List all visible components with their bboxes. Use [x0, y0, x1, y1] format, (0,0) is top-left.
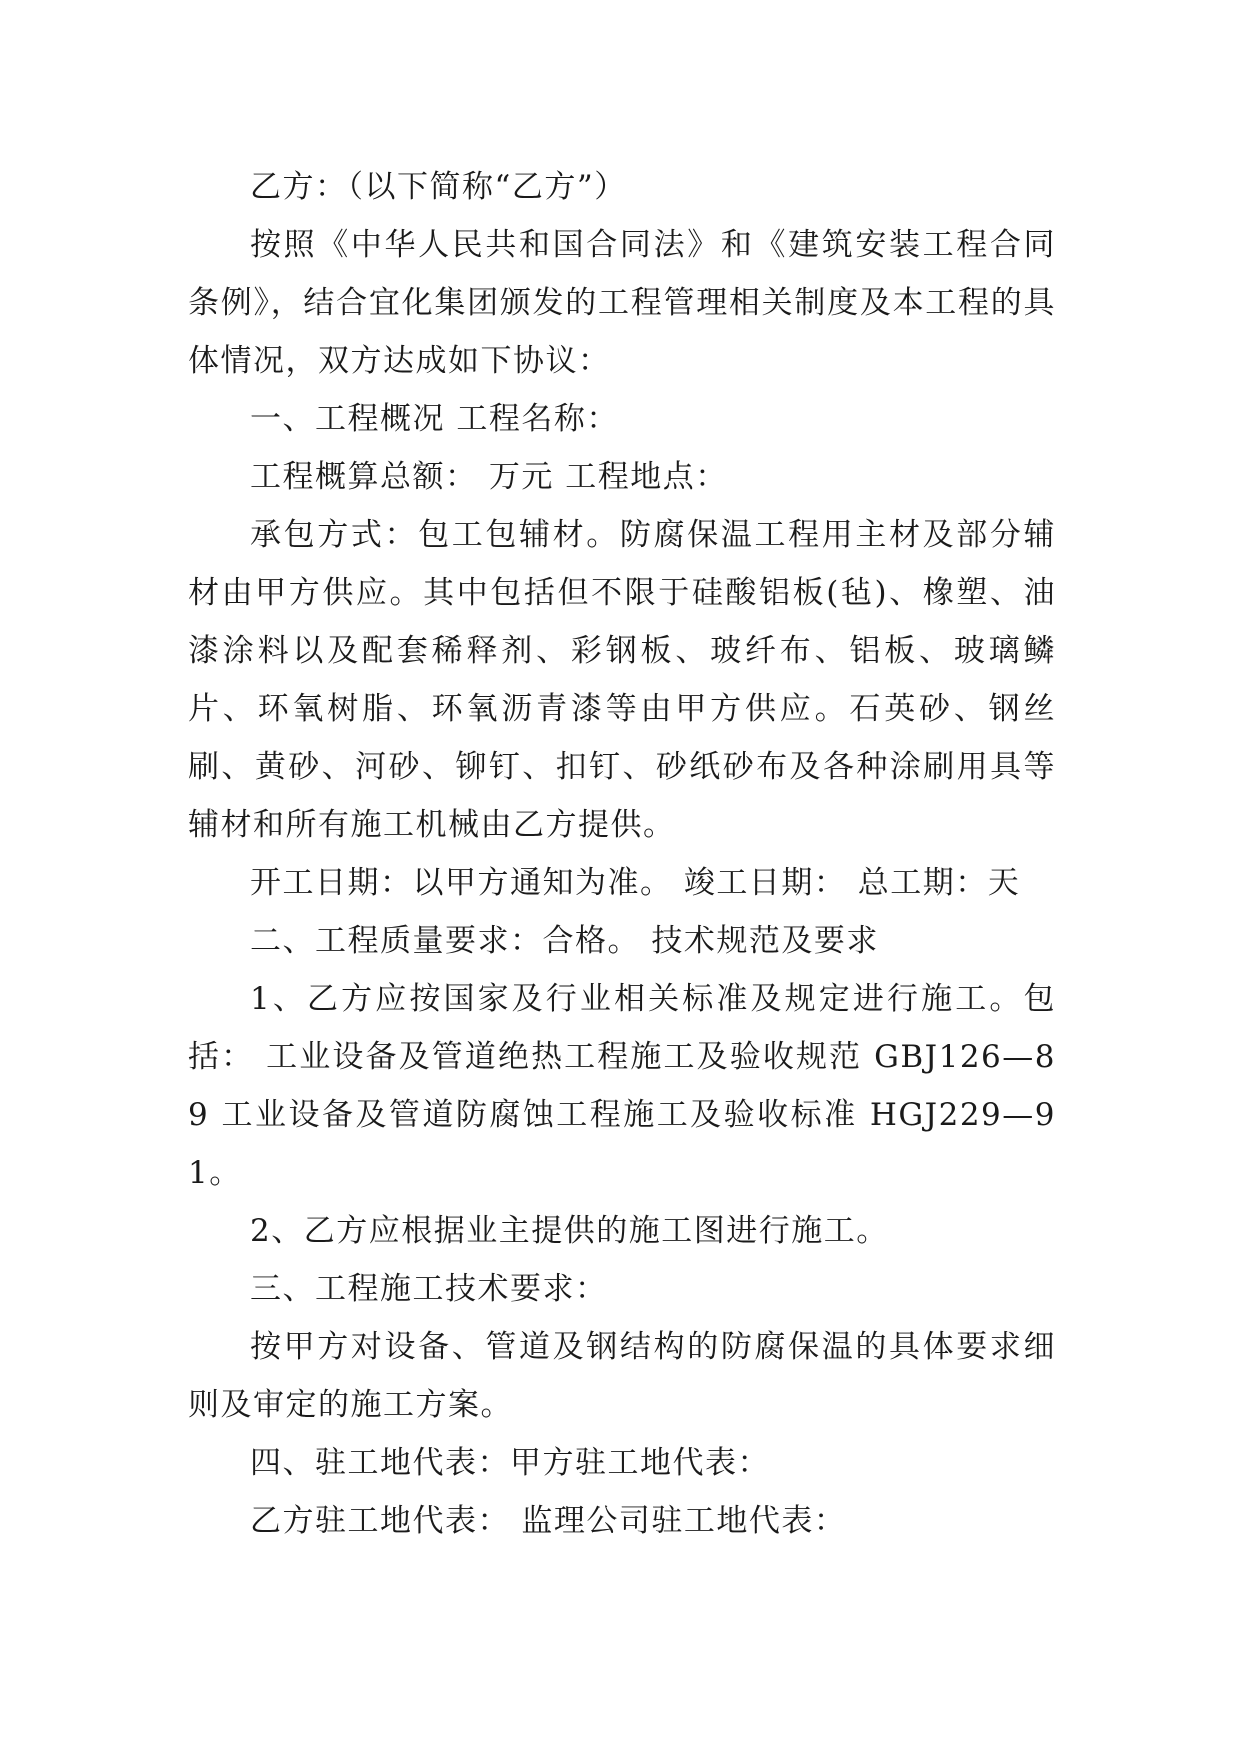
paragraph-drawings: 2、乙方应根据业主提供的施工图进行施工。 — [250, 1213, 889, 1249]
paragraph-schedule: 开工日期：以甲方通知为准。 竣工日期： 总工期：天 — [250, 865, 1021, 901]
paragraph-basis: 按照《中华人民共和国合同法》和《建筑安装工程合同条例》，结合宜化集团颁发的工程管理相关制度及本工程的具体情况，双方达成如下协议： — [188, 227, 1056, 379]
paragraph-tech-detail: 按甲方对设备、管道及钢结构的防腐保温的具体要求细则及审定的施工方案。 — [188, 1329, 1056, 1423]
paragraph-site-rep-a: 四、驻工地代表：甲方驻工地代表： — [250, 1445, 770, 1481]
paragraph-tech-requirements: 三、工程施工技术要求： — [250, 1271, 608, 1307]
paragraph-contract-method: 承包方式：包工包辅材。防腐保温工程用主材及部分辅材由甲方供应。其中包括但不限于硅酸铝板(毡)、橡塑、油漆涂料以及配套稀释剂、彩钢板、玻纤布、铝板、玻璃鳞片、环氧树脂、环氧沥青漆等由甲方供应。石英砂、钢丝刷、黄砂、河砂、铆钉、扣钉、砂纸砂布及各种涂刷用具等辅材和所有施工机械由乙方提供。 — [188, 517, 1056, 843]
paragraph-standards: 1、乙方应按国家及行业相关标准及规定进行施工。包括： 工业设备及管道绝热工程施工及验收规范 GBJ126—89 工业设备及管道防腐蚀工程施工及验收标准 HGJ229—91。 — [188, 981, 1056, 1191]
paragraph-budget-location: 工程概算总额： 万元 工程地点： — [250, 459, 728, 495]
paragraph-quality: 二、工程质量要求：合格。 技术规范及要求 — [250, 923, 879, 959]
document-body — [188, 158, 1056, 1550]
paragraph-party-b: 乙方：（以下简称“乙方”） — [250, 169, 627, 205]
paragraph-project-overview: 一、工程概况 工程名称： — [250, 401, 619, 437]
paragraph-site-rep-b: 乙方驻工地代表： 监理公司驻工地代表： — [250, 1503, 847, 1539]
